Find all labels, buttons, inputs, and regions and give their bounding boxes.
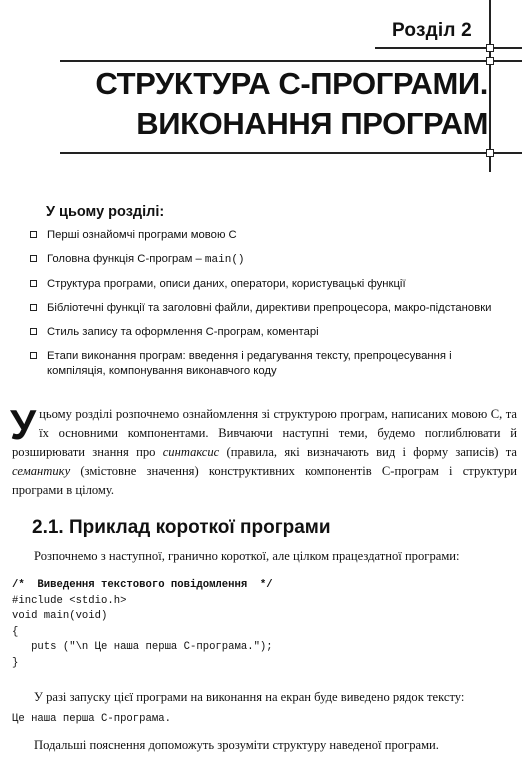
program-output: Це наша перша С-програма. [12, 713, 171, 725]
code-listing [12, 578, 273, 672]
header-rule-top [375, 47, 522, 49]
intro-paragraph: У цьому розділі розпочнемо ознайомлення зі структурою програм, написаних мовою С, та їх основними компонентами. Вивчаючи наступні теми, будемо поглиблювати й розширювати знання про синтаксис (правила, які визначають вид і форму записів) та семантику (змістовне значення) конструктивних компонентів С-програм і структури програми в цілому. [10, 401, 517, 497]
section-paragraph-3: Подальші пояснення допоможуть зрозуміти структуру наведеної програми. [34, 738, 439, 752]
list-item: Головна функція С-програм – main() [28, 252, 498, 268]
inline-code: main() [204, 254, 245, 266]
in-chapter-heading: У цьому розділі: [46, 204, 165, 220]
list-item: Бібліотечні функції та заголовні файли, директиви препроцесора, макро-підстановки [28, 301, 498, 316]
code-close-brace: } [12, 656, 19, 669]
checkbox-bullet-icon [30, 231, 37, 238]
code-main-decl: void main(void) [12, 610, 108, 623]
header-rule-mid [60, 60, 522, 62]
code-comment: /* Виведення текстового повідомлення */ [12, 579, 273, 591]
header-rule-bottom [60, 152, 522, 154]
checkbox-bullet-icon [30, 352, 37, 359]
list-item: Перші ознайомчі програми мовою С [28, 228, 498, 243]
checkbox-bullet-icon [30, 328, 37, 335]
list-item: Стиль запису та оформлення С-програм, коментарі [28, 325, 498, 340]
term-syntax: синтаксис [162, 445, 220, 459]
checkbox-bullet-icon [30, 280, 37, 287]
section-heading: 2.1. Приклад короткої програми [32, 517, 331, 538]
code-puts-line: puts ("\n Це наша перша С-програма."); [12, 641, 273, 654]
chapter-title-line-2: ВИКОНАННЯ ПРОГРАМ [136, 106, 488, 141]
checkbox-bullet-icon [30, 304, 37, 311]
code-include: #include <stdio.h> [12, 594, 127, 607]
drop-cap: У [10, 401, 37, 448]
code-open-brace: { [12, 625, 19, 638]
frame-node-top [486, 44, 494, 52]
checkbox-bullet-icon [30, 255, 37, 262]
in-chapter-list [28, 228, 498, 388]
frame-node-bottom [486, 149, 494, 157]
section-label: Розділ 2 [392, 20, 472, 41]
term-semantics: семантику [12, 464, 71, 478]
list-item: Структура програми, описи даних, оператори, користувацькі функції [28, 277, 498, 292]
list-item: Етапи виконання програм: введення і редагування тексту, препроцесування і компіляція, компонування виконавчого коду [28, 349, 498, 379]
chapter-title-line-1: СТРУКТУРА С-ПРОГРАМИ. [95, 66, 488, 101]
section-paragraph-2: У разі запуску цієї програми на виконання на екран буде виведено рядок тексту: [34, 690, 465, 704]
section-paragraph-1: Розпочнемо з наступної, гранично короткої, але цілком працездатної програми: [34, 549, 460, 563]
chapter-title [58, 64, 488, 144]
header-rule-vertical [489, 0, 491, 172]
